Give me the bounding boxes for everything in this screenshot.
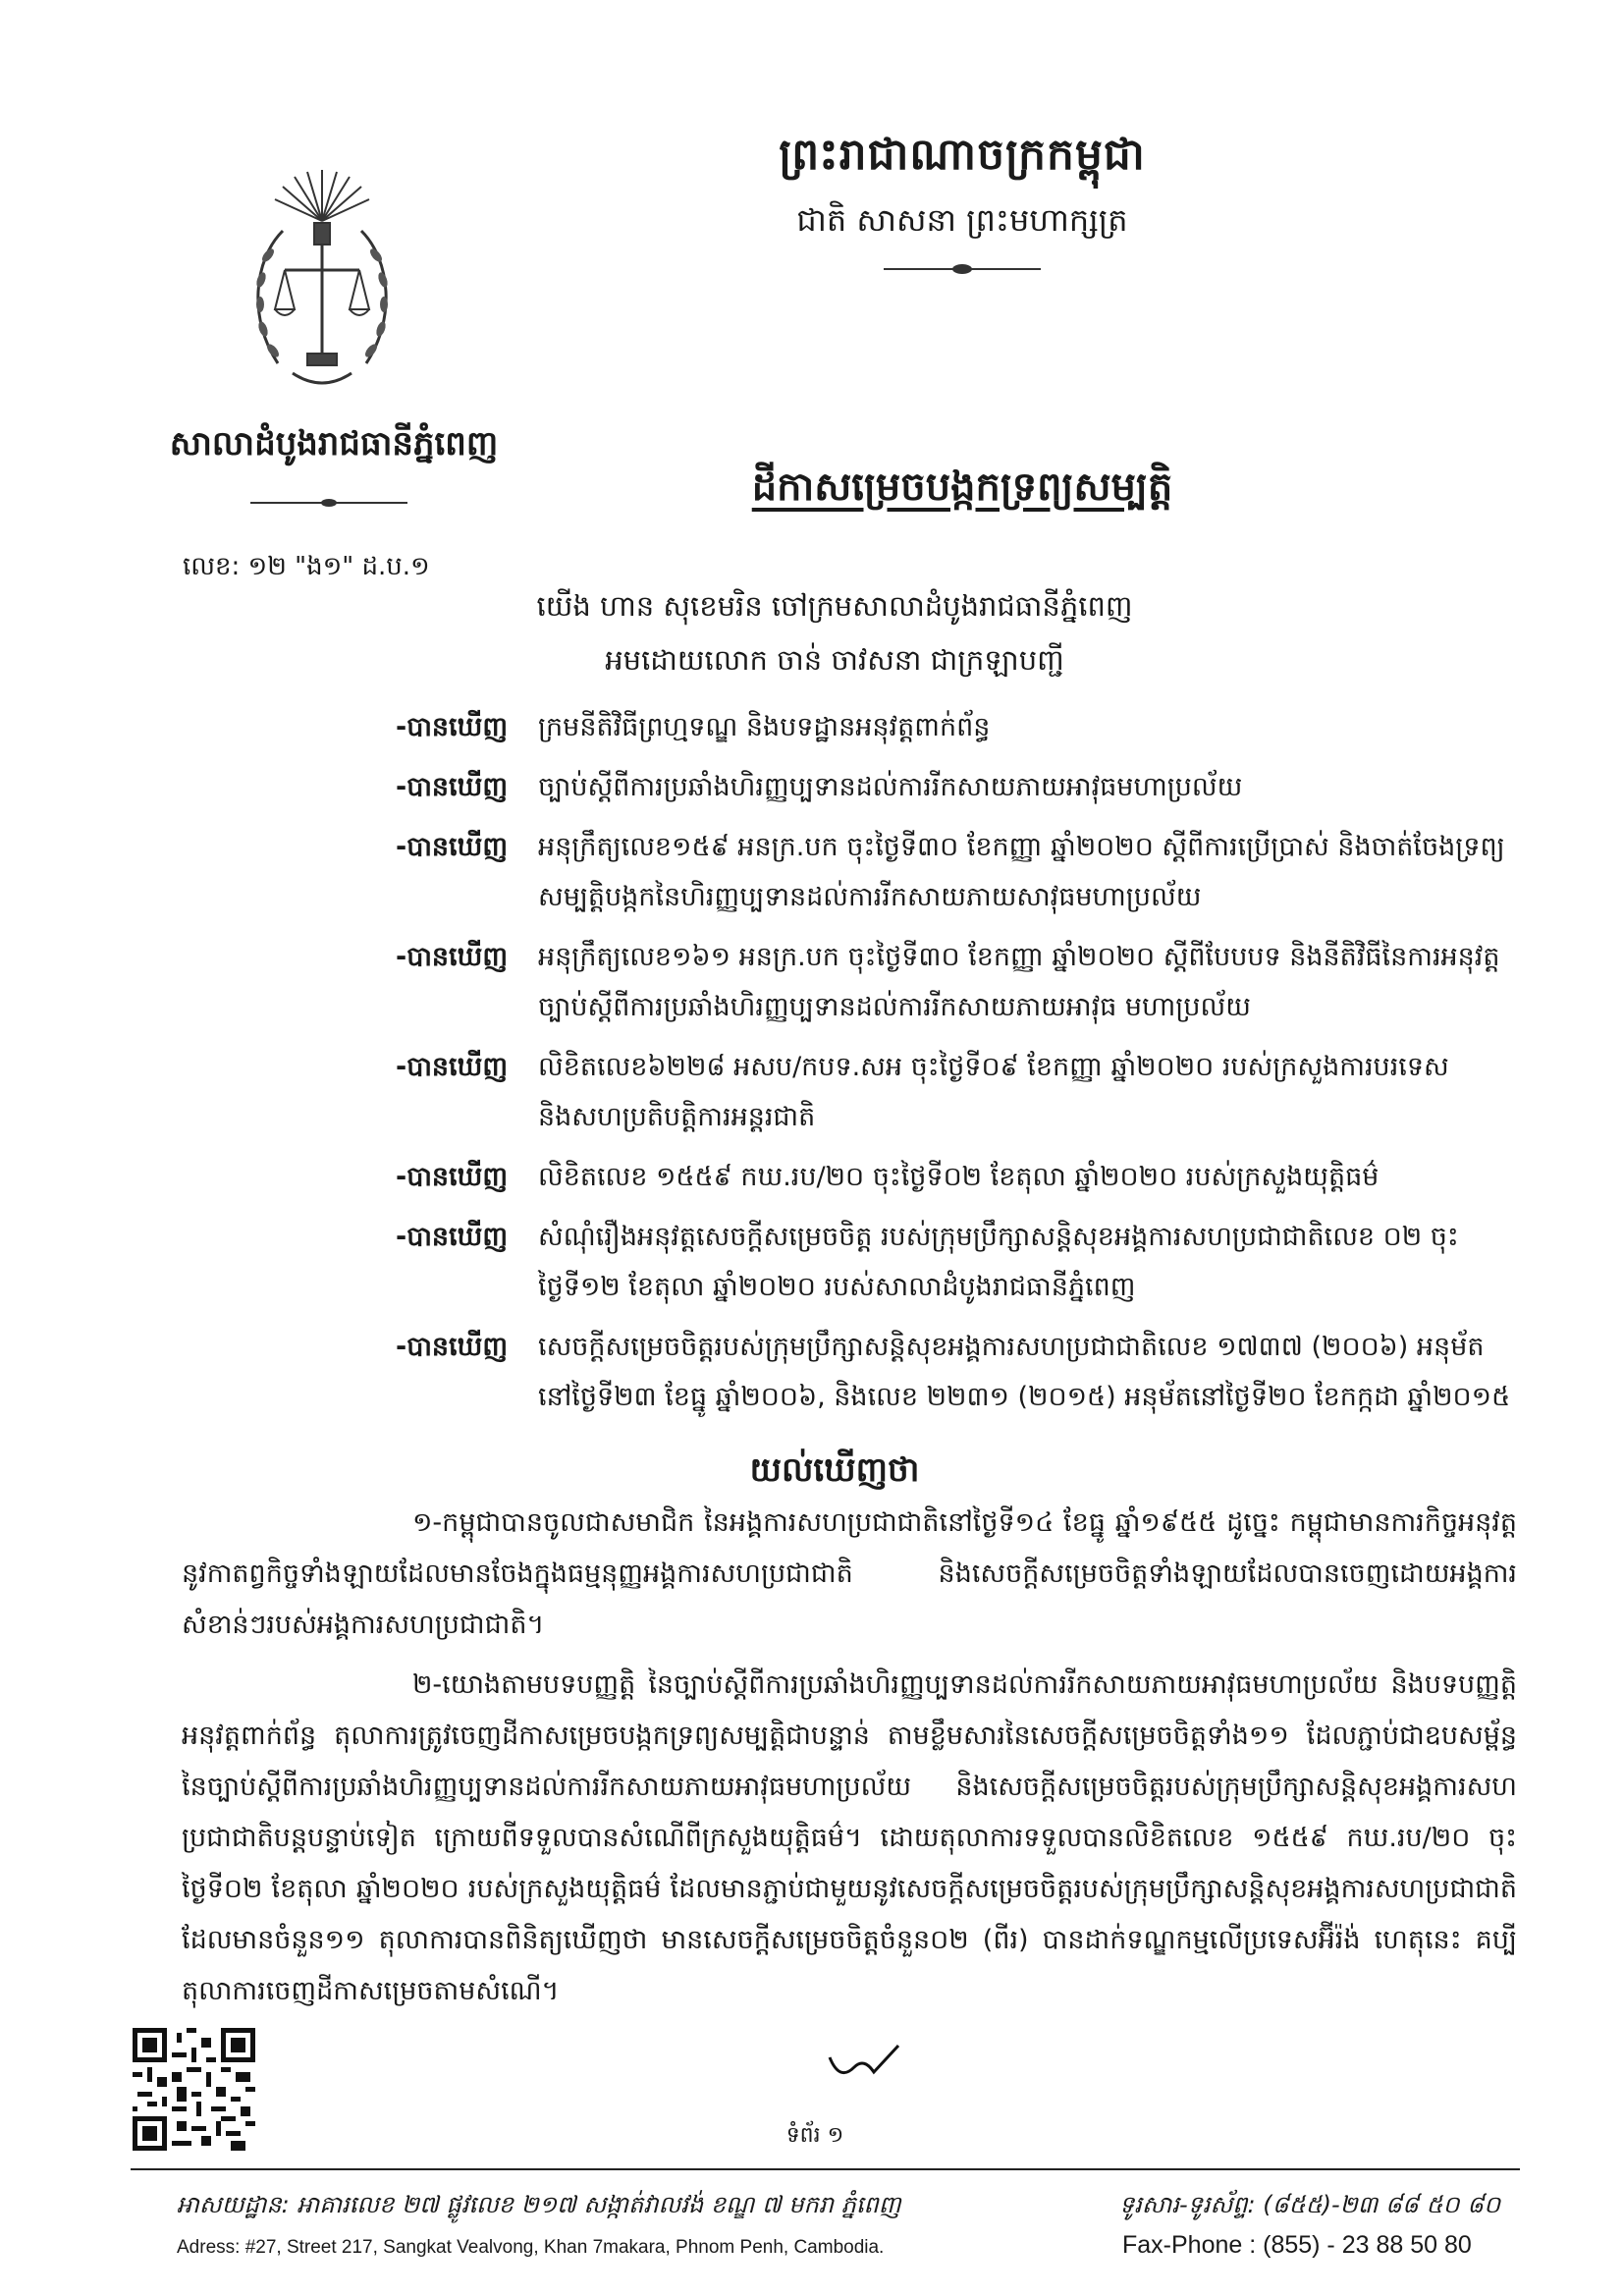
item-text: សេចក្តីសម្រេចចិត្តរបស់ក្រុមប្រឹក្សាសន្តិសុខអង្គការសហប្រជាជាតិលេខ ១៧៣៧ (២០០៦) អនុម័តនៅថ្ងៃទី២៣ ខែធ្នូ ឆ្នាំ២០០៦, និងលេខ ២២៣១ (២០១៥) អនុម័តនៅថ្ងៃទី២០ ខែកក្កដា ឆ្នាំ២០១៥	[538, 1332, 1511, 1412]
page-number: ទំព័រ ១	[785, 2123, 844, 2148]
kingdom-header	[687, 128, 1237, 274]
signature-mark-icon	[825, 2038, 903, 2087]
finding-paragraph-2: ២-យោងតាមបទបញ្ញត្តិ នៃច្បាប់ស្តីពីការប្រឆាំងហិរញ្ញប្បទានដល់ការរីកសាយភាយអាវុធមហាប្រល័យ និងបទបញ្ញត្តិអនុវត្តពាក់ព័ន្ធ តុលាការត្រូវចេញដីកាសម្រេចបង្កកទ្រព្យសម្បត្តិជាបន្ទាន់ តាមខ្លឹមសារនៃសេចក្តីសម្រេចចិត្តទាំង១១ ដែលភ្ជាប់ជាឧបសម្ព័ន្ធ នៃច្បាប់ស្តីពីការប្រឆាំងហិរញ្ញប្បទានដល់ការរីកសាយភាយអាវុធមហាប្រល័យ និងសេចក្តីសម្រេចចិត្តរបស់ក្រុមប្រឹក្សាសន្តិសុខអង្គការសហប្រជាជាតិបន្តបន្ទាប់ទៀត ក្រោយពីទទួលបានសំណើពីក្រសួងយុត្តិធម៌។ ដោយតុលាការទទួលបានលិខិតលេខ ១៥៥៩ កឃ.រប/២០ ចុះថ្ងៃទី០២ ខែតុលា ឆ្នាំ២០២០ របស់ក្រសួងយុត្តិធម៌ ដែលមានភ្ជាប់ជាមួយនូវសេចក្តីសម្រេចចិត្តរបស់ក្រុមប្រឹក្សាសន្តិសុខអង្គការសហប្រជាជាតិដែលមានចំនួន១១ តុលាការបានពិនិត្យឃើញថា មានសេចក្តីសម្រេចចិត្តចំនួន០២ (ពីរ) បានដាក់ទណ្ឌកម្មលើប្រទេសអ៊ីរ៉ង់ ហេតុនេះ គប្បីតុលាការចេញដីកាសម្រេចតាមសំណើ។	[182, 1669, 1517, 2006]
item-label: -បានឃើញ	[396, 1222, 509, 1252]
item-label: -បានឃើញ	[396, 832, 509, 862]
item-text: លិខិតលេខ៦២២៨ អសប/កបទ.សអ ចុះថ្ងៃទី០៩ ខែកញ្ញា ឆ្នាំ២០២០ របស់ក្រសួងការបរទេស និងសហប្រតិបត្តិការអន្តរជាតិ	[538, 1052, 1449, 1132]
footer-phone-khmer: ទូរសារ-ទូរស័ព្ទ: (៨៥៥)-២៣ ៨៨ ៥០ ៨០	[1119, 2191, 1501, 2218]
header-ornament-divider	[884, 264, 1041, 274]
list-item	[396, 1322, 1515, 1422]
national-motto: ជាតិ សាសនា ព្រះមហាក្សត្រ	[796, 201, 1128, 239]
clerk-intro-line: អមដោយលោក ចាន់ ចាវសនា ជាក្រឡាបញ្ជី	[605, 643, 1064, 677]
list-item	[396, 762, 1515, 812]
item-label: -បានឃើញ	[396, 1332, 509, 1362]
list-item	[396, 1042, 1515, 1142]
list-item	[396, 702, 1515, 752]
findings-heading: យល់ឃើញថា	[749, 1450, 920, 1490]
footer-divider	[131, 2168, 1520, 2170]
court-ornament-divider	[250, 499, 407, 507]
qr-code-icon	[133, 2028, 255, 2151]
item-label: -បានឃើញ	[396, 712, 509, 742]
item-text: ច្បាប់ស្តីពីការប្រឆាំងហិរញ្ញប្បទានដល់ការរីកសាយភាយអាវុធមហាប្រល័យ	[538, 772, 1243, 802]
reference-number: លេខ: ១២ "ង១" ដ.ប.១	[183, 552, 430, 581]
document-title: ដីកាសម្រេចបង្កកទ្រព្យសម្បត្តិ	[751, 465, 1173, 510]
list-item	[396, 1212, 1515, 1312]
list-item	[396, 1152, 1515, 1202]
list-item	[396, 822, 1515, 922]
item-text: ក្រមនីតិវិធីព្រហ្មទណ្ឌ និងបទដ្ឋានអនុវត្តពាក់ព័ន្ធ	[538, 712, 991, 742]
court-name: សាលាដំបូងរាជធានីភ្នំពេញ	[169, 424, 499, 464]
footer-address-english: Adress: #27, Street 217, Sangkat Vealvong, Khan 7makara, Phnom Penh, Cambodia.	[177, 2237, 885, 2258]
footer-address-khmer: អាសយដ្ឋាន: អាគារលេខ ២៧ ផ្លូវលេខ ២១៧ សង្កាត់វាលវង់ ខណ្ឌ ៧ មករា ភ្នំពេញ	[177, 2191, 901, 2218]
footer-phone-english: Fax-Phone : (855) - 23 88 50 80	[1122, 2231, 1472, 2259]
judge-intro-line: យើង ហាន សុខេមរិន ចៅក្រមសាលាដំបូងរាជធានីភ្នំពេញ	[536, 589, 1133, 623]
considerations-list	[396, 702, 1515, 1432]
item-label: -បានឃើញ	[396, 772, 509, 802]
finding-paragraph-1: ១-កម្ពុជាបានចូលជាសមាជិក នៃអង្គការសហប្រជាជាតិនៅថ្ងៃទី១៤ ខែធ្នូ ឆ្នាំ១៩៥៥ ដូច្នេះ កម្ពុជាមានការកិច្ចអនុវត្តនូវកាតព្វកិច្ចទាំងឡាយដែលមានចែងក្នុងធម្មនុញ្ញអង្គការសហប្រជាជាតិ និងសេចក្តីសម្រេចចិត្តទាំងឡាយដែលបានចេញដោយអង្គការសំខាន់ៗរបស់អង្គការសហប្រជាជាតិ។	[182, 1507, 1517, 1640]
item-label: -បានឃើញ	[396, 1162, 509, 1192]
kingdom-title: ព្រះរាជាណាចក្រកម្ពុជា	[779, 130, 1146, 180]
item-text: សំណុំរឿងអនុវត្តសេចក្តីសម្រេចចិត្ត របស់ក្រុមប្រឹក្សាសន្តិសុខអង្គការសហប្រជាជាតិលេខ ០២ ចុះថ្ងៃទី១២ ខែតុលា ឆ្នាំ២០២០ របស់សាលាដំបូងរាជធានីភ្នំពេញ	[538, 1222, 1459, 1302]
item-label: -បានឃើញ	[396, 942, 509, 972]
item-label: -បានឃើញ	[396, 1052, 509, 1082]
list-item	[396, 932, 1515, 1032]
item-text: អនុក្រឹត្យលេខ១៦១ អនក្រ.បក ចុះថ្ងៃទី៣០ ខែកញ្ញា ឆ្នាំ២០២០ ស្តីពីបែបបទ និងនីតិវិធីនៃការអនុវត្តច្បាប់ស្តីពីការប្រឆាំងហិរញ្ញប្បទានដល់ការរីកសាយភាយអាវុធ មហាប្រល័យ	[538, 942, 1500, 1022]
item-text: អនុក្រឹត្យលេខ១៥៩ អនក្រ.បក ចុះថ្ងៃទី៣០ ខែកញ្ញា ឆ្នាំ២០២០ ស្តីពីការប្រើប្រាស់ និងចាត់ចែងទ្រព្យសម្បត្តិបង្កកនៃហិរញ្ញប្បទានដល់ការរីកសាយភាយសាវុធមហាប្រល័យ	[538, 832, 1505, 912]
item-text: លិខិតលេខ ១៥៥៩ កឃ.រប/២០ ចុះថ្ងៃទី០២ ខែតុលា ឆ្នាំ២០២០ របស់ក្រសួងយុត្តិធម៌	[538, 1162, 1380, 1192]
court-emblem-icon	[224, 162, 420, 408]
